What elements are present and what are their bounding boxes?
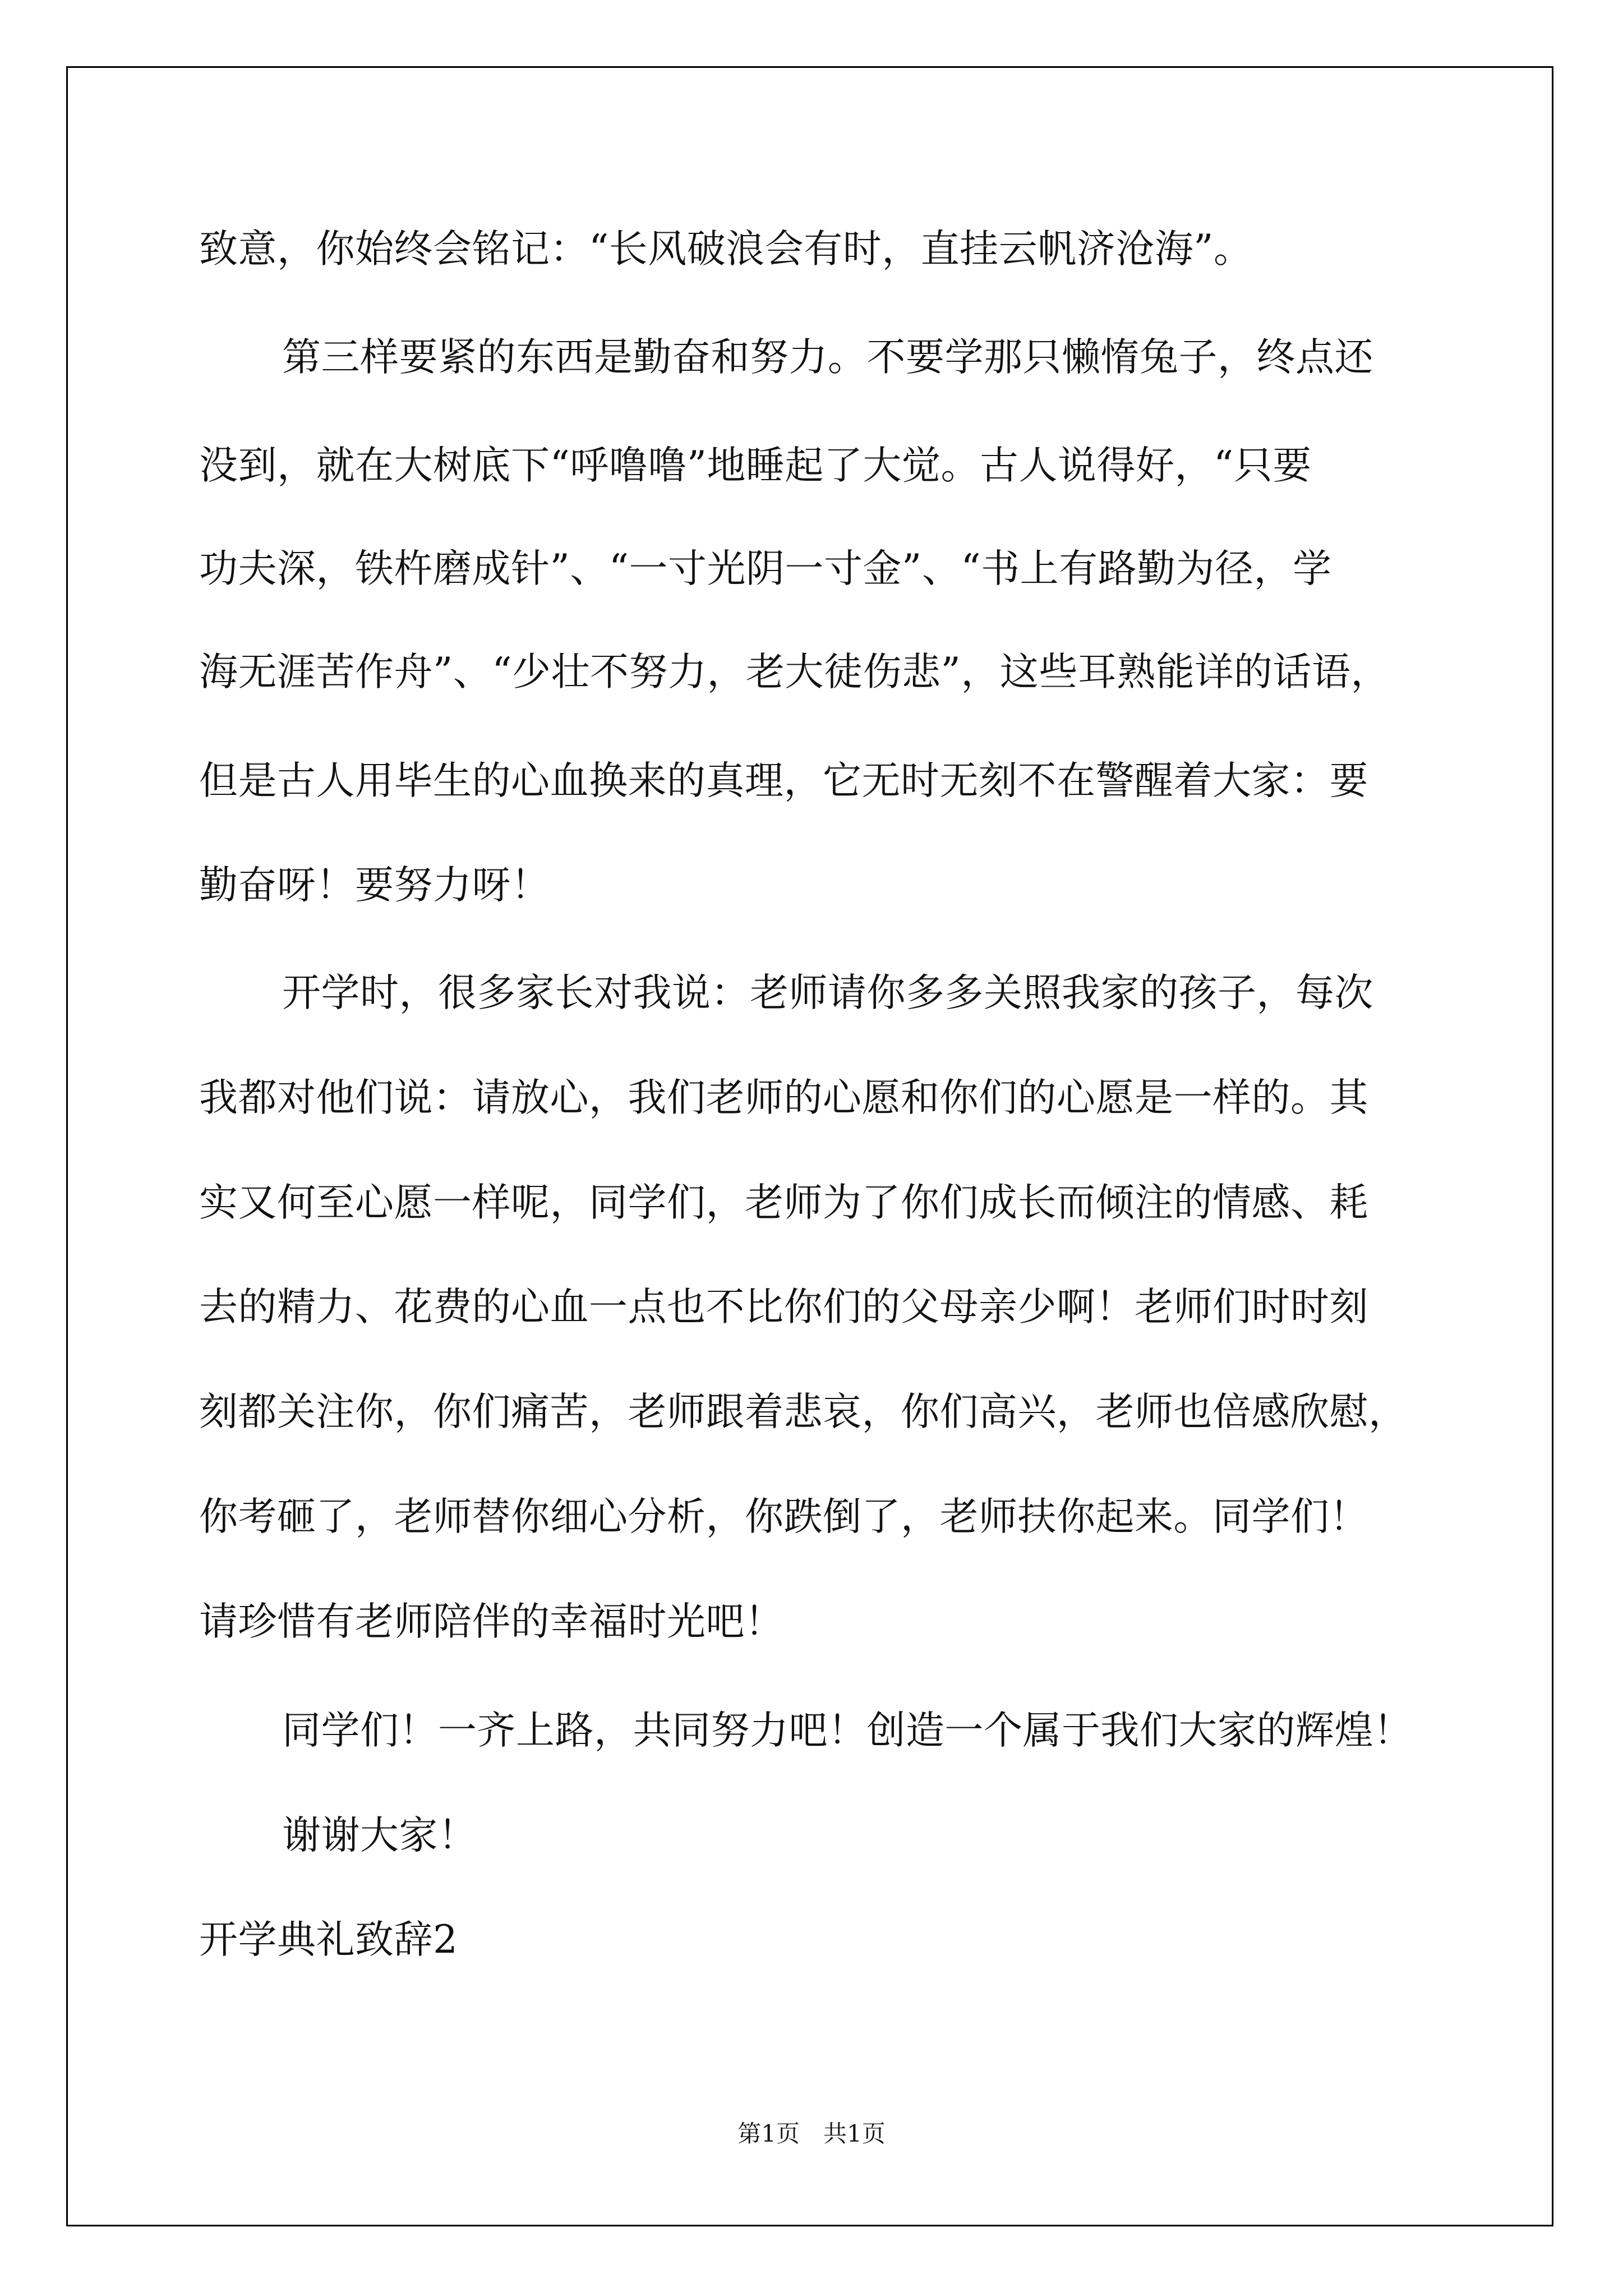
text-line: 刻都关注你，你们痛苦，老师跟着悲哀，你们高兴，老师也倍感欣慰， xyxy=(199,1389,1408,1434)
text-line: 功夫深，铁杵磨成针”、“一寸光阴一寸金”、“书上有路勤为径，学 xyxy=(199,546,1332,591)
text-line: 没到，就在大树底下“呼噜噜”地睡起了大觉。古人说得好，“只要 xyxy=(199,443,1312,488)
text-line: 致意，你始终会铭记：“长风破浪会有时，直挂云帆济沧海”。 xyxy=(199,227,1253,272)
paragraph-start-line: 谢谢大家！ xyxy=(282,1813,477,1858)
text-line: 但是古人用毕生的心血换来的真理，它无时无刻不在警醒着大家：要 xyxy=(199,758,1368,803)
paragraph-start-line: 同学们！一齐上路，共同努力吧！创造一个属于我们大家的辉煌！ xyxy=(282,1708,1413,1753)
paragraph-start-line: 开学时，很多家长对我说：老师请你多多关照我家的孩子，每次 xyxy=(282,970,1373,1015)
text-line: 我都对他们说：请放心，我们老师的心愿和你们的心愿是一样的。其 xyxy=(199,1075,1368,1120)
text-line: 请珍惜有老师陪伴的幸福时光吧！ xyxy=(199,1599,784,1644)
text-line: 勤奋呀！要努力呀！ xyxy=(199,863,550,908)
page-number-footer: 第1页 共1页 xyxy=(737,2120,886,2147)
section-heading: 开学典礼致辞2 xyxy=(199,1917,458,1962)
text-line: 实又何至心愿一样呢，同学们，老师为了你们成长而倾注的情感、耗 xyxy=(199,1180,1368,1225)
text-line: 你考砸了，老师替你细心分析，你跌倒了，老师扶你起来。同学们！ xyxy=(199,1494,1368,1539)
page-border xyxy=(66,66,1553,2226)
text-line: 海无涯苦作舟”、“少壮不努力，老大徒伤悲”，这些耳熟能详的话语， xyxy=(199,650,1390,694)
text-line: 去的精力、花费的心血一点也不比你们的父母亲少啊！老师们时时刻 xyxy=(199,1285,1368,1329)
paragraph-start-line: 第三样要紧的东西是勤奋和努力。不要学那只懒惰兔子，终点还 xyxy=(282,335,1373,380)
